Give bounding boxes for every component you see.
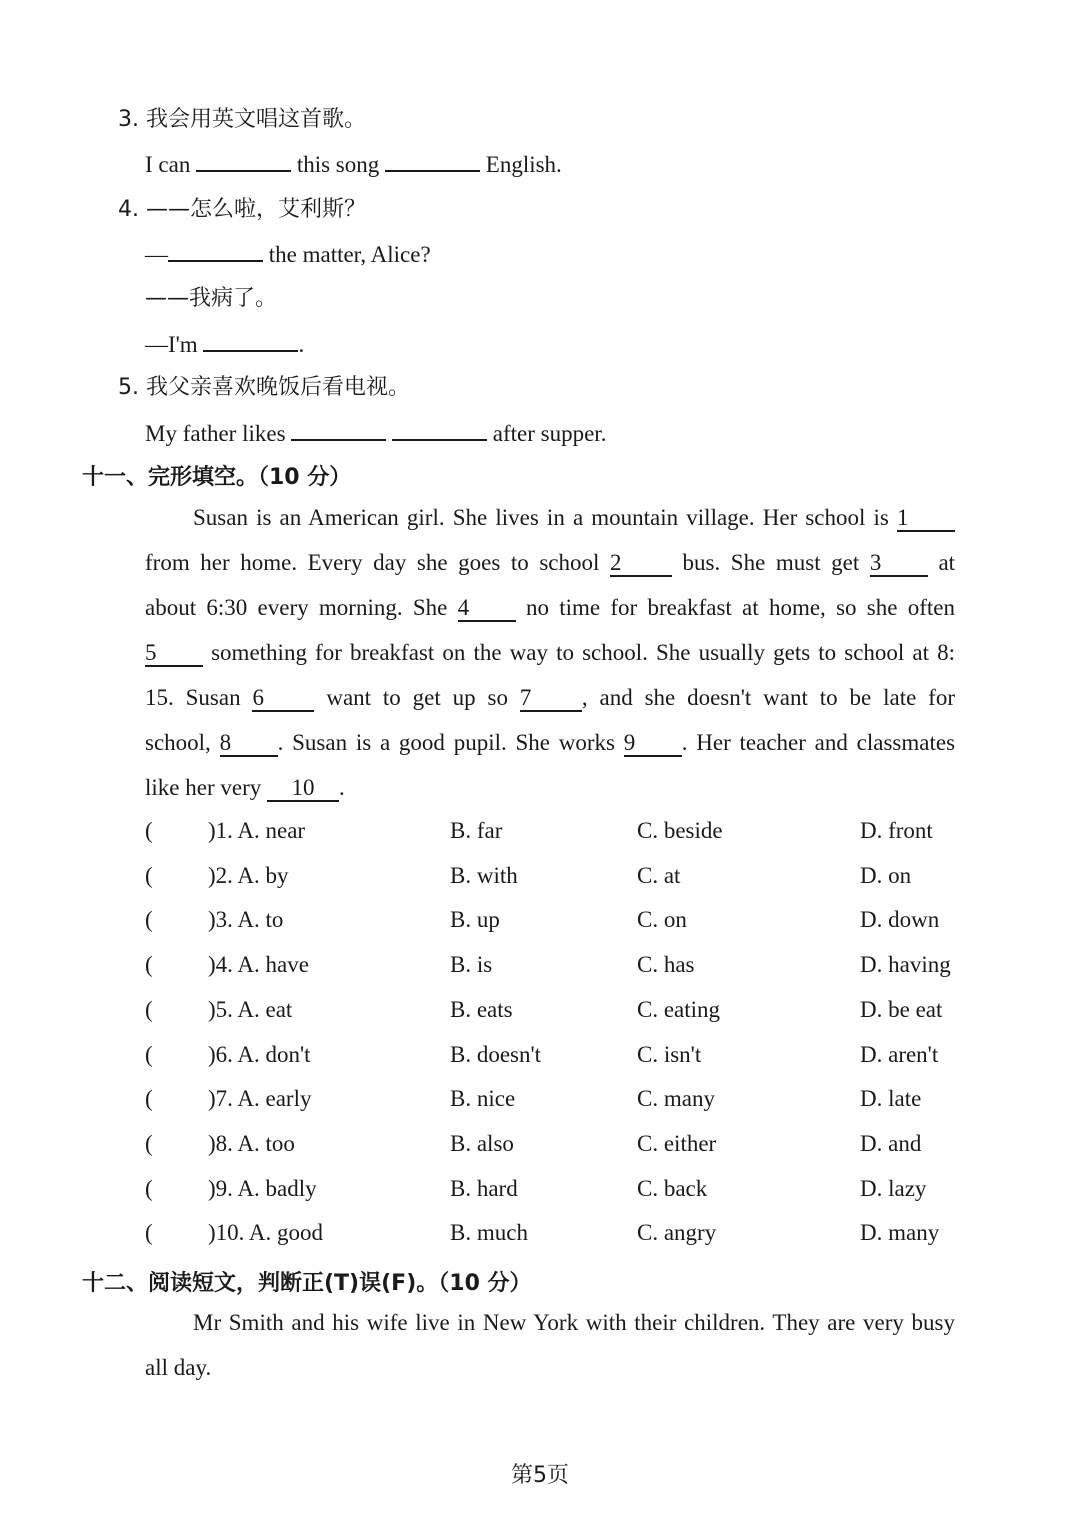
passage-line-2 bbox=[145, 550, 955, 577]
page-number: 第5页 bbox=[511, 1463, 569, 1488]
option-d[interactable]: D. be eat bbox=[860, 997, 943, 1022]
passage-text: about 6:30 every morning. She bbox=[145, 595, 448, 620]
q3-blank-2[interactable] bbox=[385, 146, 480, 172]
section-11-title: 十一、完形填空。（10 分） bbox=[82, 465, 352, 490]
option-a[interactable]: )2. A. by bbox=[208, 863, 289, 888]
passage-text: from her home. Every day she goes to school bbox=[145, 550, 600, 575]
passage-text: want to get up so bbox=[326, 685, 508, 710]
option-b[interactable]: B. also bbox=[450, 1131, 514, 1156]
passage-text: . bbox=[338, 775, 345, 800]
option-a[interactable]: )5. A. eat bbox=[208, 997, 293, 1022]
passage-text: no time for breakfast at home, so she often bbox=[525, 595, 955, 620]
option-c[interactable]: C. back bbox=[637, 1176, 708, 1201]
answer-paren[interactable]: ( bbox=[145, 1086, 153, 1111]
q3-blank-1[interactable] bbox=[196, 146, 291, 172]
answer-paren[interactable]: ( bbox=[145, 1176, 153, 1201]
q4-dash: — bbox=[145, 242, 168, 268]
option-d[interactable]: D. on bbox=[860, 863, 912, 888]
option-c[interactable]: C. eating bbox=[637, 997, 721, 1022]
q5-blank-1[interactable] bbox=[291, 415, 386, 441]
option-c[interactable]: C. many bbox=[637, 1086, 715, 1111]
q4-chinese-2: ——我病了。 bbox=[145, 286, 278, 311]
cloze-blank-1[interactable]: 1 bbox=[897, 505, 955, 532]
passage-text: Mr Smith and his wife live in New York with their children. They are very busy bbox=[193, 1310, 955, 1335]
option-a[interactable]: )4. A. have bbox=[208, 952, 309, 977]
option-c[interactable]: C. isn't bbox=[637, 1042, 702, 1067]
q4-text-1: the matter, Alice? bbox=[268, 242, 431, 268]
option-b[interactable]: B. eats bbox=[450, 997, 513, 1022]
passage-line-1 bbox=[193, 505, 955, 532]
q4-english-2 bbox=[145, 326, 304, 358]
q4-english-1 bbox=[145, 236, 431, 268]
passage-line-6 bbox=[145, 730, 955, 757]
option-d[interactable]: D. aren't bbox=[860, 1042, 939, 1067]
answer-paren[interactable]: ( bbox=[145, 1131, 153, 1156]
option-b[interactable]: B. is bbox=[450, 952, 493, 977]
option-b[interactable]: B. with bbox=[450, 863, 518, 888]
q5-english bbox=[145, 415, 606, 447]
answer-paren[interactable]: ( bbox=[145, 1220, 153, 1245]
q5-text-2: after supper. bbox=[492, 421, 607, 447]
option-d[interactable]: D. front bbox=[860, 818, 933, 843]
option-c[interactable]: C. at bbox=[637, 863, 681, 888]
option-b[interactable]: B. doesn't bbox=[450, 1042, 542, 1067]
q5-blank-2[interactable] bbox=[392, 415, 487, 441]
option-a[interactable]: )10. A. good bbox=[208, 1220, 323, 1245]
answer-paren[interactable]: ( bbox=[145, 952, 153, 977]
passage-text: bus. She must get bbox=[682, 550, 860, 575]
passage-line-4 bbox=[145, 640, 955, 667]
q4-chinese-1: 4. ——怎么啦，艾利斯？ bbox=[118, 197, 366, 222]
cloze-blank-9[interactable]: 9 bbox=[624, 730, 682, 757]
passage-text: 15. Susan bbox=[145, 685, 241, 710]
option-b[interactable]: B. far bbox=[450, 818, 503, 843]
section-12-line-2: all day. bbox=[145, 1355, 212, 1380]
q3-text-3: English. bbox=[485, 152, 562, 178]
passage-line-7 bbox=[145, 775, 345, 802]
option-c[interactable]: C. either bbox=[637, 1131, 717, 1156]
q4-blank-1[interactable] bbox=[168, 236, 263, 262]
answer-paren[interactable]: ( bbox=[145, 907, 153, 932]
cloze-blank-5[interactable]: 5 bbox=[145, 640, 203, 667]
option-d[interactable]: D. having bbox=[860, 952, 951, 977]
cloze-blank-3[interactable]: 3 bbox=[870, 550, 928, 577]
cloze-blank-6[interactable]: 6 bbox=[252, 685, 314, 712]
passage-text: Susan is an American girl. She lives in a mountain village. Her school is bbox=[193, 505, 889, 530]
q3-chinese: 3. 我会用英文唱这首歌。 bbox=[118, 107, 366, 132]
q4-blank-2[interactable] bbox=[203, 326, 298, 352]
cloze-blank-7[interactable]: 7 bbox=[520, 685, 582, 712]
option-b[interactable]: B. hard bbox=[450, 1176, 518, 1201]
passage-text: at bbox=[938, 550, 956, 575]
cloze-blank-4[interactable]: 4 bbox=[458, 595, 516, 622]
option-a[interactable]: )3. A. to bbox=[208, 907, 284, 932]
option-d[interactable]: D. late bbox=[860, 1086, 922, 1111]
passage-text: , and she doesn't want to be late for bbox=[581, 685, 955, 710]
option-c[interactable]: C. angry bbox=[637, 1220, 717, 1245]
cloze-blank-2[interactable]: 2 bbox=[610, 550, 672, 577]
answer-paren[interactable]: ( bbox=[145, 1042, 153, 1067]
option-b[interactable]: B. up bbox=[450, 907, 500, 932]
q5-text-1: My father likes bbox=[145, 421, 286, 447]
passage-line-3 bbox=[145, 595, 955, 622]
answer-paren[interactable]: ( bbox=[145, 863, 153, 888]
passage-text: . Her teacher and classmates bbox=[681, 730, 956, 755]
passage-text: . Susan is a good pupil. She works bbox=[277, 730, 615, 755]
option-a[interactable]: )1. A. near bbox=[208, 818, 306, 843]
option-a[interactable]: )9. A. badly bbox=[208, 1176, 317, 1201]
q5-chinese: 5. 我父亲喜欢晚饭后看电视。 bbox=[118, 375, 410, 400]
option-b[interactable]: B. nice bbox=[450, 1086, 516, 1111]
section-12-line-1 bbox=[193, 1310, 955, 1336]
option-a[interactable]: )6. A. don't bbox=[208, 1042, 311, 1067]
cloze-blank-8[interactable]: 8 bbox=[220, 730, 278, 757]
q3-text-1: I can bbox=[145, 152, 191, 178]
passage-text: something for breakfast on the way to school. She usually gets to school at 8: bbox=[211, 640, 955, 665]
option-b[interactable]: B. much bbox=[450, 1220, 528, 1245]
option-c[interactable]: C. has bbox=[637, 952, 695, 977]
option-a[interactable]: )8. A. too bbox=[208, 1131, 295, 1156]
option-c[interactable]: C. beside bbox=[637, 818, 723, 843]
q3-text-2: this song bbox=[296, 152, 380, 178]
option-d[interactable]: D. many bbox=[860, 1220, 940, 1245]
passage-text: like her very bbox=[145, 775, 262, 800]
passage-line-5 bbox=[145, 685, 955, 712]
answer-paren[interactable]: ( bbox=[145, 997, 153, 1022]
option-d[interactable]: D. and bbox=[860, 1131, 922, 1156]
section-12-title: 十二、阅读短文，判断正(T)误(F)。（10 分） bbox=[82, 1271, 532, 1296]
option-d[interactable]: D. down bbox=[860, 907, 940, 932]
q3-english bbox=[145, 146, 562, 178]
option-d[interactable]: D. lazy bbox=[860, 1176, 927, 1201]
option-a[interactable]: )7. A. early bbox=[208, 1086, 312, 1111]
q4-period: . bbox=[298, 332, 305, 358]
option-c[interactable]: C. on bbox=[637, 907, 687, 932]
passage-text: school, bbox=[145, 730, 211, 755]
answer-paren[interactable]: ( bbox=[145, 818, 153, 843]
q4-text-2: —I'm bbox=[145, 332, 198, 358]
cloze-blank-10[interactable]: 10 bbox=[267, 775, 339, 802]
